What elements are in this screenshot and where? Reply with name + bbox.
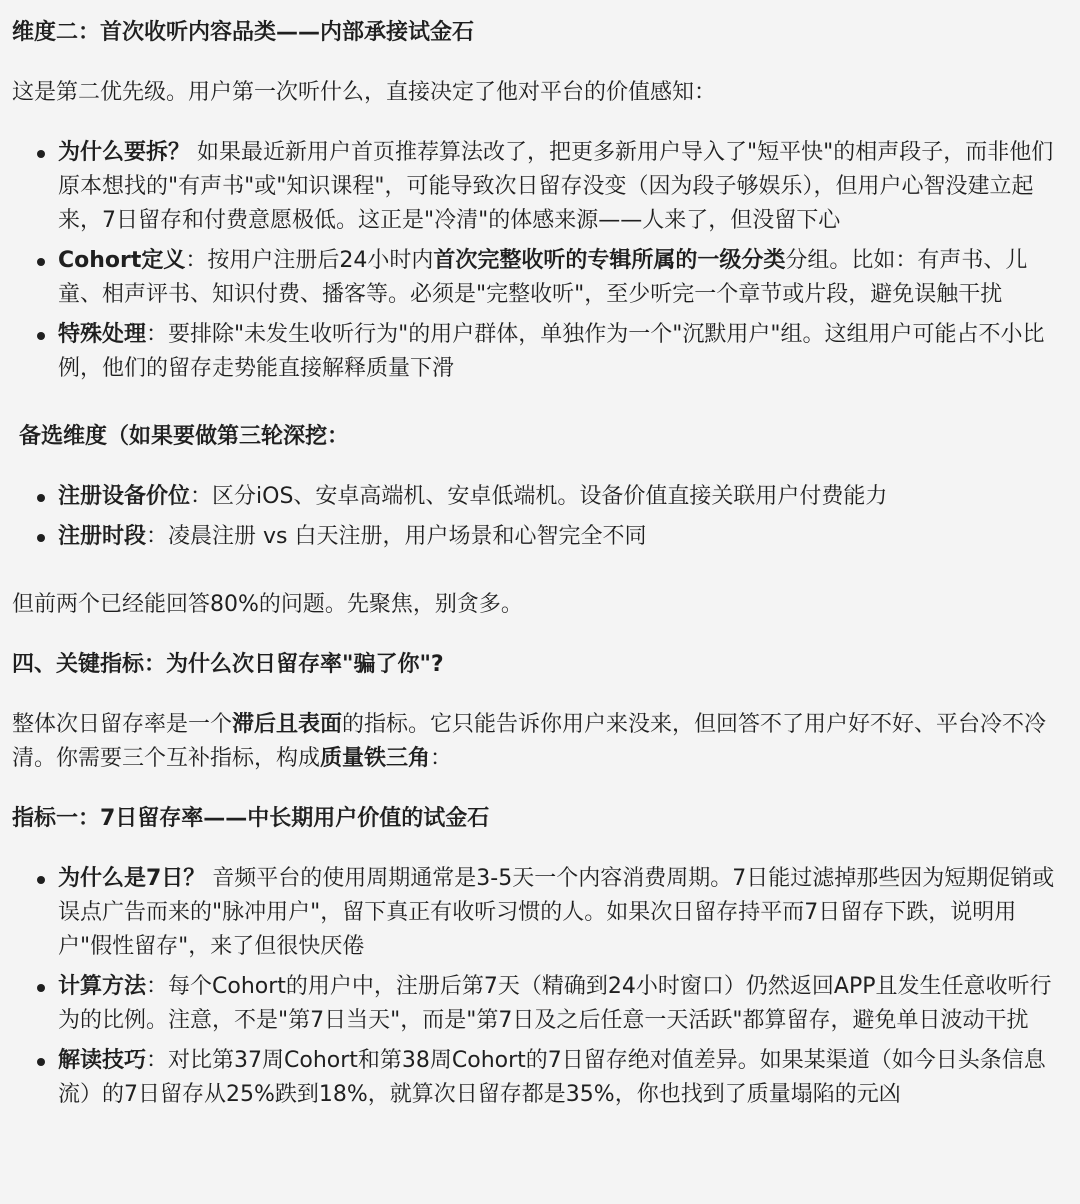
metric1-heading: 指标一：7日留存率——中长期用户价值的试金石 <box>12 806 490 831</box>
section2-heading: 维度二：首次收听内容品类——内部承接试金石 <box>12 20 475 45</box>
section4-heading: 四、关键指标：为什么次日留存率"骗了你"? <box>12 652 444 677</box>
bullet-emphasis: 首次完整收听的专辑所属的一级分类 <box>433 248 786 273</box>
list-item <box>12 244 1066 312</box>
section2-intro: 这是第二优先级。用户第一次听什么，直接决定了他对平台的价值感知： <box>12 80 717 105</box>
bullet-lead: 注册设备价位 <box>58 484 191 509</box>
intro-text: 的指标。它只能告诉你用户来没来，但回答不了用户好不好、平台冷不冷清。你需要三个互补指标，构成 <box>12 712 1047 771</box>
list-item <box>12 480 1066 514</box>
list-item <box>12 970 1066 1038</box>
list-item <box>12 520 1066 554</box>
intro-emphasis: 质量铁三角 <box>320 746 431 771</box>
metric1-list <box>12 862 1066 1112</box>
bullet-text: ：要排除"未发生收听行为"的用户群体，单独作为一个"沉默用户"组。这组用户可能占不小比例，他们的留存走势能直接解释质量下滑 <box>58 322 1045 381</box>
bullet-text: ：凌晨注册 vs 白天注册，用户场景和心智完全不同 <box>146 524 647 549</box>
section2-list <box>12 136 1066 386</box>
section4-intro <box>12 708 1066 776</box>
optional-closing: 但前两个已经能回答80%的问题。先聚焦，别贪多。 <box>12 592 523 617</box>
list-item <box>12 1044 1066 1112</box>
bullet-lead: 解读技巧 <box>58 1048 147 1073</box>
bullet-text: ：对比第37周Cohort和第38周Cohort的7日留存绝对值差异。如果某渠道（如今日头条信息流）的7日留存从25%跌到18%，就算次日留存都是35%，你也找到了质量塌陷的元凶 <box>58 1048 1046 1107</box>
intro-text: ： <box>430 746 453 771</box>
bullet-lead: 计算方法 <box>58 974 147 999</box>
optional-heading: 备选维度（如果要做第三轮深挖： <box>19 424 350 449</box>
list-item <box>12 862 1066 964</box>
intro-emphasis: 滞后且表面 <box>232 712 343 737</box>
optional-list <box>12 480 1066 554</box>
bullet-lead: 为什么要拆？ <box>58 140 191 165</box>
bullet-text: ：每个Cohort的用户中，注册后第7天（精确到24小时窗口）仍然返回APP且发生任意收听行为的比例。注意，不是"第7日当天"，而是"第7日及之后任意一天活跃"都算留存，避免单日波动干扰 <box>58 974 1052 1033</box>
bullet-text: ：按用户注册后24小时内 <box>185 248 434 273</box>
bullet-lead: 为什么是7日？ <box>58 866 206 891</box>
bullet-lead: Cohort定义 <box>58 248 186 273</box>
bullet-lead: 特殊处理 <box>58 322 147 347</box>
bullet-text: 音频平台的使用周期通常是3-5天一个内容消费周期。7日能过滤掉那些因为短期促销或误点广告而来的"脉冲用户"，留下真正有收听习惯的人。如果次日留存持平而7日留存下跌，说明用户"假性留存"，来了但很快厌倦 <box>58 866 1055 959</box>
bullet-text: 如果最近新用户首页推荐算法改了，把更多新用户导入了"短平快"的相声段子，而非他们原本想找的"有声书"或"知识课程"，可能导致次日留存没变（因为段子够娱乐），但用户心智没建立起来，7日留存和付费意愿极低。这正是"冷清"的体感来源——人来了，但没留下心 <box>58 140 1054 233</box>
bullet-text: ：区分iOS、安卓高端机、安卓低端机。设备价值直接关联用户付费能力 <box>190 484 888 509</box>
bullet-lead: 注册时段 <box>58 524 147 549</box>
intro-text: 整体次日留存率是一个 <box>12 712 233 737</box>
bullet-text: 分组。比如：有声书、儿童、相声评书、知识付费、播客等。必须是"完整收听"，至少听完一个章节或片段，避免误触干扰 <box>58 248 1028 307</box>
list-item <box>12 318 1066 386</box>
list-item <box>12 136 1066 238</box>
